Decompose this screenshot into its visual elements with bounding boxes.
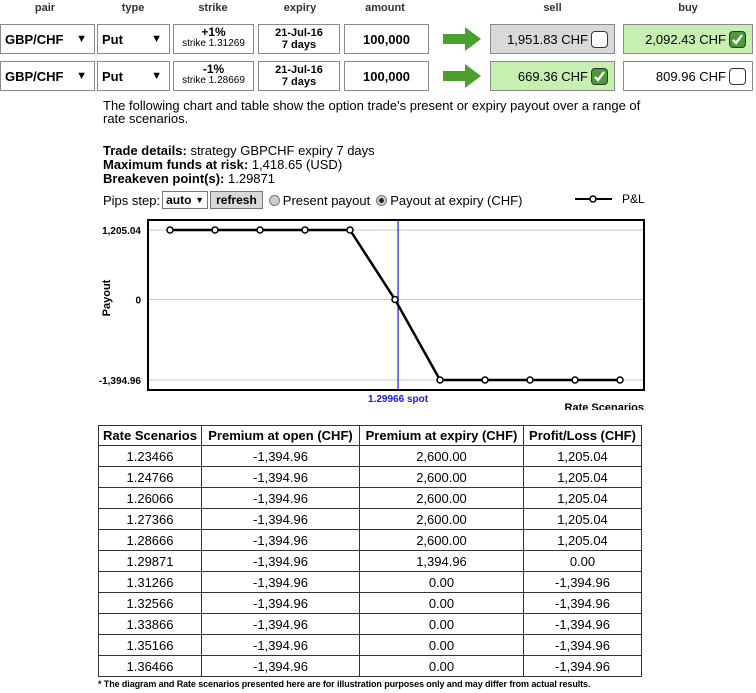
type-select[interactable]	[97, 61, 170, 91]
table-cell: -1,394.96	[202, 635, 360, 656]
chevron-down-icon: ▼	[76, 33, 87, 45]
table-row	[99, 446, 642, 467]
table-cell: 2,600.00	[360, 467, 524, 488]
arrow-right-icon	[443, 64, 481, 88]
plot-area	[148, 220, 644, 390]
expiry-date: 21-Jul-16	[275, 64, 323, 76]
data-point	[527, 377, 533, 383]
table-cell: -1,394.96	[202, 509, 360, 530]
table-cell: 1,205.04	[524, 467, 642, 488]
table-cell: -1,394.96	[524, 593, 642, 614]
table-cell: 2,600.00	[360, 446, 524, 467]
table-row	[99, 467, 642, 488]
pips-step-value: auto	[166, 193, 192, 207]
data-point	[302, 227, 308, 233]
max-funds-label: Maximum funds at risk:	[103, 157, 249, 172]
table-cell: 1.32566	[99, 593, 202, 614]
strike-field[interactable]	[173, 24, 254, 54]
table-cell: 1.36466	[99, 656, 202, 677]
strike-percent: +1%	[201, 25, 226, 39]
table-cell: 0.00	[360, 635, 524, 656]
buy-price-button[interactable]	[623, 61, 753, 91]
checkmark-icon[interactable]	[591, 68, 608, 85]
sell-price-button[interactable]	[490, 61, 615, 91]
max-funds-value: 1,418.65 (USD)	[251, 157, 343, 172]
strike-value: strike 1.31269	[182, 38, 245, 49]
expiry-field[interactable]	[258, 61, 340, 91]
data-point	[392, 297, 398, 303]
y-axis-label: Payout	[101, 279, 113, 317]
header-sell: sell	[543, 2, 562, 14]
table-row	[99, 635, 642, 656]
chevron-down-icon: ▼	[195, 195, 205, 205]
table-row	[99, 656, 642, 677]
spot-label: 1.29966 spot	[368, 394, 429, 405]
checkmark-icon[interactable]	[729, 31, 746, 48]
chart-legend	[575, 192, 645, 206]
y-tick-label: 1,205.04	[102, 226, 141, 237]
table-cell: 1.23466	[99, 446, 202, 467]
table-cell: -1,394.96	[202, 572, 360, 593]
sell-price: 669.36 CHF	[517, 68, 588, 84]
rate-scenarios-table	[98, 425, 642, 677]
data-point	[617, 377, 623, 383]
table-cell: -1,394.96	[202, 593, 360, 614]
table-row	[99, 572, 642, 593]
table-cell: 0.00	[360, 572, 524, 593]
data-point	[347, 227, 353, 233]
sell-price-button[interactable]	[490, 24, 615, 54]
table-cell: -1,394.96	[524, 635, 642, 656]
expiry-field[interactable]	[258, 24, 340, 54]
x-axis-label: Rate Scenarios	[564, 402, 644, 410]
table-cell: -1,394.96	[202, 467, 360, 488]
table-cell: 0.00	[524, 551, 642, 572]
sell-price: 1,951.83 CHF	[507, 31, 588, 47]
header-type: type	[121, 2, 145, 14]
table-cell: -1,394.96	[202, 530, 360, 551]
table-row	[99, 530, 642, 551]
header-expiry: expiry	[283, 2, 317, 14]
legend-marker	[590, 196, 596, 202]
table-cell: 1,205.04	[524, 446, 642, 467]
data-point	[212, 227, 218, 233]
breakeven-label: Breakeven point(s):	[103, 171, 225, 186]
table-header-row	[99, 426, 642, 446]
trade-details-value: strategy GBPCHF expiry 7 days	[190, 143, 375, 158]
data-point	[437, 377, 443, 383]
trade-row-1	[0, 22, 756, 56]
header-amount: amount	[365, 2, 405, 14]
table-cell: -1,394.96	[202, 488, 360, 509]
payout-chart	[0, 190, 756, 410]
table-cell: 2,600.00	[360, 509, 524, 530]
header-pair: pair	[34, 2, 56, 14]
table-cell: 1.29871	[99, 551, 202, 572]
expiry-days: 7 days	[281, 76, 317, 88]
table-cell: 1.33866	[99, 614, 202, 635]
pair-select[interactable]	[0, 61, 95, 91]
present-payout-label: Present payout	[282, 192, 371, 208]
table-cell: 1,394.96	[360, 551, 524, 572]
table-cell: -1,394.96	[202, 614, 360, 635]
table-row	[99, 614, 642, 635]
breakeven	[103, 172, 275, 185]
amount-field[interactable]	[344, 24, 429, 54]
column-header: Premium at expiry (CHF)	[360, 426, 524, 446]
trade-row-2	[0, 59, 756, 93]
buy-price: 809.96 CHF	[655, 68, 726, 84]
table-cell: -1,394.96	[524, 614, 642, 635]
pair-value: GBP/CHF	[5, 68, 64, 84]
table-cell: 0.00	[360, 593, 524, 614]
trade-details	[103, 144, 375, 157]
data-point	[572, 377, 578, 383]
data-point	[482, 377, 488, 383]
amount-value: 100,000	[363, 31, 410, 47]
table-cell: 1,205.04	[524, 509, 642, 530]
chevron-down-icon: ▼	[151, 70, 162, 82]
buy-price-button[interactable]	[623, 24, 753, 54]
y-tick-label: -1,394.96	[98, 376, 141, 387]
checkbox-icon[interactable]	[729, 68, 746, 85]
type-value: Put	[102, 31, 123, 47]
pips-step-label: Pips step:	[103, 192, 161, 208]
pair-select[interactable]	[0, 24, 95, 54]
table-row	[99, 593, 642, 614]
table-cell: -1,394.96	[202, 656, 360, 677]
expiry-payout-label: Payout at expiry (CHF)	[390, 192, 523, 208]
table-cell: 1.35166	[99, 635, 202, 656]
type-value: Put	[102, 68, 123, 84]
table-cell: 0.00	[360, 656, 524, 677]
y-tick-label: 0	[135, 295, 141, 307]
pair-value: GBP/CHF	[5, 31, 64, 47]
breakeven-value: 1.29871	[228, 171, 275, 186]
table-cell: -1,394.96	[524, 656, 642, 677]
expiry-date: 21-Jul-16	[275, 27, 323, 39]
type-select[interactable]	[97, 24, 170, 54]
data-point	[167, 227, 173, 233]
table-cell: -1,394.96	[202, 551, 360, 572]
checkbox-icon[interactable]	[591, 31, 608, 48]
column-header: Premium at open (CHF)	[202, 426, 360, 446]
footnote: * The diagram and Rate scenarios presented here are for illustration purposes only and may differ from actual results.	[98, 679, 591, 689]
table-cell: 1.24766	[99, 467, 202, 488]
header-buy: buy	[678, 2, 698, 14]
table-cell: 0.00	[360, 614, 524, 635]
column-header: Rate Scenarios	[99, 426, 202, 446]
table-row	[99, 488, 642, 509]
table-cell: 1.28666	[99, 530, 202, 551]
strike-field[interactable]	[173, 61, 254, 91]
amount-field[interactable]	[344, 61, 429, 91]
trade-details-label: Trade details:	[103, 143, 187, 158]
intro-text: The following chart and table show the option trade's present or expiry payout over a range of rate scenarios.	[103, 98, 641, 126]
header-strike: strike	[198, 2, 228, 14]
table-cell: -1,394.96	[524, 572, 642, 593]
table-row	[99, 509, 642, 530]
table-cell: 1.26066	[99, 488, 202, 509]
legend-label: P&L	[622, 192, 645, 206]
amount-value: 100,000	[363, 68, 410, 84]
expiry-days: 7 days	[281, 39, 317, 51]
table-cell: 1.27366	[99, 509, 202, 530]
table-cell: 2,600.00	[360, 488, 524, 509]
buy-price: 2,092.43 CHF	[645, 31, 726, 47]
table-cell: -1,394.96	[202, 446, 360, 467]
table-cell: 1,205.04	[524, 530, 642, 551]
strike-percent: -1%	[202, 62, 225, 76]
data-point	[257, 227, 263, 233]
column-header: Profit/Loss (CHF)	[524, 426, 642, 446]
max-funds	[103, 158, 342, 171]
table-row	[99, 551, 642, 572]
strike-value: strike 1.28669	[182, 75, 245, 86]
table-cell: 2,600.00	[360, 530, 524, 551]
arrow-right-icon	[443, 27, 481, 51]
chevron-down-icon: ▼	[76, 70, 87, 82]
chevron-down-icon: ▼	[151, 33, 162, 45]
table-cell: 1,205.04	[524, 488, 642, 509]
refresh-button[interactable]: refresh	[210, 191, 263, 209]
table-cell: 1.31266	[99, 572, 202, 593]
